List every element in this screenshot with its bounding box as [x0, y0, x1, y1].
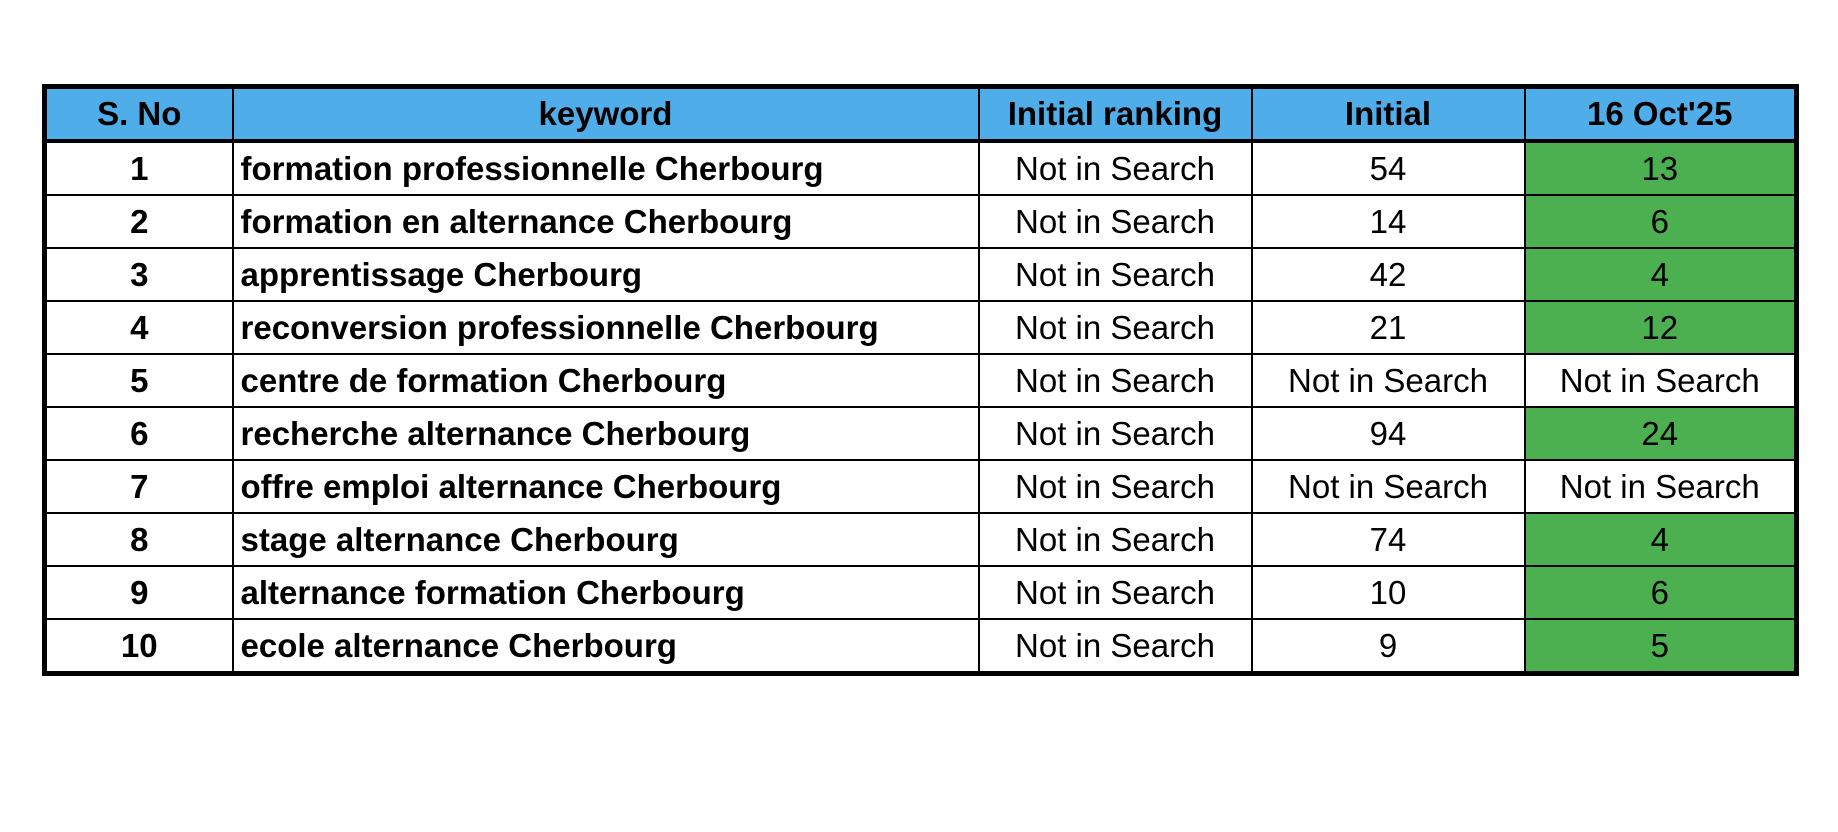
cell-date: 12	[1525, 301, 1797, 354]
cell-sno: 1	[45, 141, 233, 195]
cell-initial: 9	[1252, 619, 1525, 674]
cell-initial-ranking: Not in Search	[979, 513, 1252, 566]
cell-sno: 2	[45, 195, 233, 248]
cell-initial: 21	[1252, 301, 1525, 354]
header-initial-ranking: Initial ranking	[979, 87, 1252, 142]
cell-sno: 3	[45, 248, 233, 301]
cell-date: 5	[1525, 619, 1797, 674]
cell-initial: 42	[1252, 248, 1525, 301]
cell-keyword: stage alternance Cherbourg	[233, 513, 979, 566]
cell-initial-ranking: Not in Search	[979, 619, 1252, 674]
cell-sno: 7	[45, 460, 233, 513]
cell-keyword: alternance formation Cherbourg	[233, 566, 979, 619]
header-sno: S. No	[45, 87, 233, 142]
cell-keyword: recherche alternance Cherbourg	[233, 407, 979, 460]
cell-initial: 10	[1252, 566, 1525, 619]
cell-keyword: centre de formation Cherbourg	[233, 354, 979, 407]
header-date: 16 Oct'25	[1525, 87, 1797, 142]
cell-initial: 74	[1252, 513, 1525, 566]
table-row	[45, 248, 1797, 301]
cell-initial: Not in Search	[1252, 354, 1525, 407]
table-row	[45, 354, 1797, 407]
cell-initial: 14	[1252, 195, 1525, 248]
cell-date: 4	[1525, 248, 1797, 301]
cell-sno: 10	[45, 619, 233, 674]
keyword-ranking-table	[42, 84, 1799, 676]
cell-keyword: apprentissage Cherbourg	[233, 248, 979, 301]
table-row	[45, 407, 1797, 460]
cell-initial: 54	[1252, 141, 1525, 195]
table-body	[45, 141, 1797, 674]
cell-initial-ranking: Not in Search	[979, 566, 1252, 619]
cell-keyword: formation professionnelle Cherbourg	[233, 141, 979, 195]
cell-keyword: ecole alternance Cherbourg	[233, 619, 979, 674]
cell-initial-ranking: Not in Search	[979, 141, 1252, 195]
cell-initial-ranking: Not in Search	[979, 354, 1252, 407]
cell-keyword: reconversion professionnelle Cherbourg	[233, 301, 979, 354]
cell-date: 6	[1525, 566, 1797, 619]
cell-keyword: offre emploi alternance Cherbourg	[233, 460, 979, 513]
cell-initial-ranking: Not in Search	[979, 248, 1252, 301]
header-initial: Initial	[1252, 87, 1525, 142]
cell-sno: 9	[45, 566, 233, 619]
cell-date: Not in Search	[1525, 460, 1797, 513]
cell-keyword: formation en alternance Cherbourg	[233, 195, 979, 248]
cell-sno: 5	[45, 354, 233, 407]
cell-date: 6	[1525, 195, 1797, 248]
header-keyword: keyword	[233, 87, 979, 142]
cell-initial-ranking: Not in Search	[979, 460, 1252, 513]
cell-initial-ranking: Not in Search	[979, 407, 1252, 460]
table-row	[45, 141, 1797, 195]
cell-sno: 8	[45, 513, 233, 566]
cell-date: 24	[1525, 407, 1797, 460]
cell-initial: Not in Search	[1252, 460, 1525, 513]
cell-sno: 6	[45, 407, 233, 460]
cell-date: 13	[1525, 141, 1797, 195]
cell-initial-ranking: Not in Search	[979, 195, 1252, 248]
table-row	[45, 460, 1797, 513]
cell-date: 4	[1525, 513, 1797, 566]
table-row	[45, 513, 1797, 566]
ranking-table-container	[42, 84, 1799, 676]
table-row	[45, 195, 1797, 248]
cell-initial: 94	[1252, 407, 1525, 460]
table-row	[45, 566, 1797, 619]
cell-initial-ranking: Not in Search	[979, 301, 1252, 354]
table-row	[45, 301, 1797, 354]
cell-date: Not in Search	[1525, 354, 1797, 407]
table-row	[45, 619, 1797, 674]
header-row	[45, 87, 1797, 142]
cell-sno: 4	[45, 301, 233, 354]
table-header	[45, 87, 1797, 142]
